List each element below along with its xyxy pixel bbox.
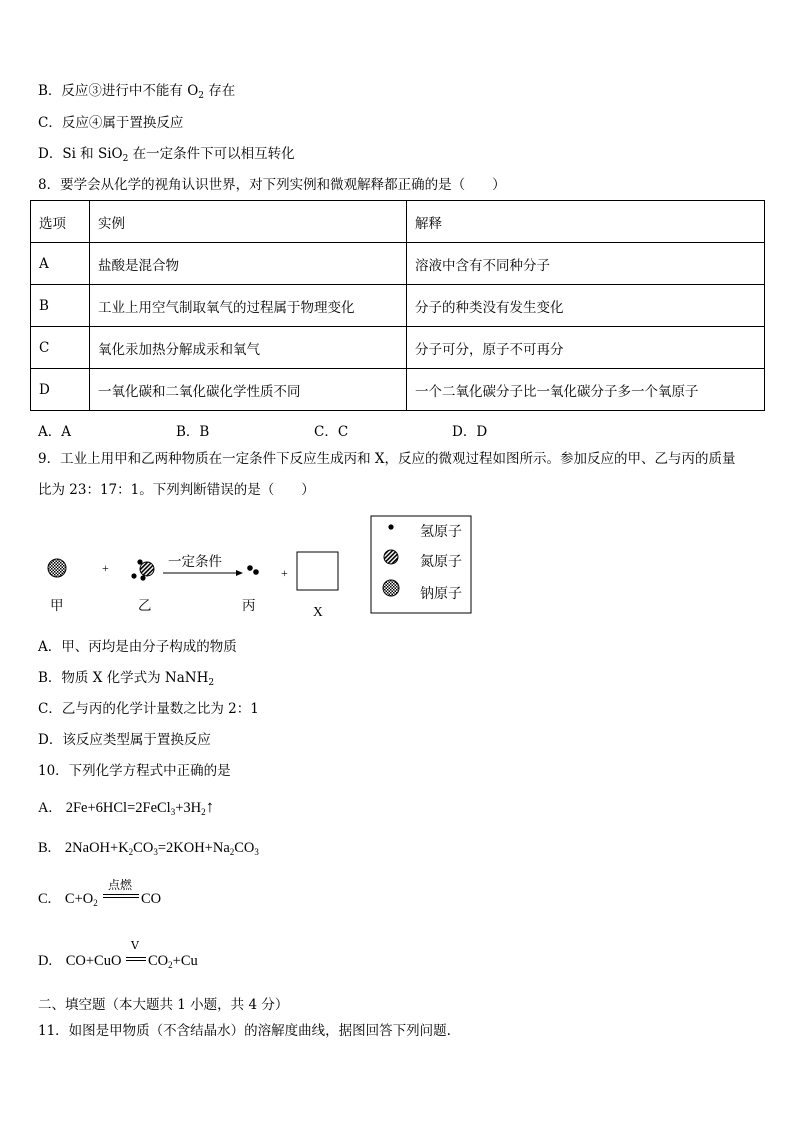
label-x: X bbox=[313, 604, 323, 619]
header-cell: 解释 bbox=[407, 201, 765, 243]
q9-option-d: D．该反应类型属于置换反应 bbox=[38, 732, 211, 748]
q7-option-d: D．Si 和 SiO$_2$ 在一定条件下可以相互转化 bbox=[38, 146, 295, 164]
hydrogen-molecule-icon bbox=[247, 565, 259, 575]
q9-option-c: C．乙与丙的化学计量数之比为 2：1 bbox=[38, 701, 259, 717]
double-line-top bbox=[126, 957, 146, 958]
q8-option-d: D．D bbox=[452, 424, 488, 440]
legend bbox=[371, 516, 471, 613]
legend-sodium: 钠原子 bbox=[420, 586, 462, 602]
ammonia-molecule-icon bbox=[131, 559, 154, 580]
nitrogen-atom-icon bbox=[384, 550, 398, 564]
label-yi: 乙 bbox=[138, 598, 152, 614]
q8-option-c: C．C bbox=[314, 424, 349, 440]
table-row bbox=[31, 369, 765, 411]
reaction-diagram bbox=[0, 505, 794, 625]
label-jia: 甲 bbox=[50, 598, 64, 614]
option-label: C. bbox=[38, 891, 52, 907]
table-cell: 工业上用空气制取氧气的过程属于物理变化 bbox=[90, 285, 407, 327]
plus-sign: + bbox=[102, 561, 109, 575]
q11-stem: 11．如图是甲物质（不含结晶水）的溶解度曲线，据图回答下列问题. bbox=[38, 1023, 451, 1039]
table-cell: 分子的种类没有发生变化 bbox=[407, 285, 765, 327]
plus-sign: + bbox=[281, 566, 288, 580]
q10-option-d: D. CO+CuO bbox=[38, 953, 122, 969]
unknown-product-box bbox=[297, 552, 338, 590]
q9-stem-line2: 比为 23：17：1。下列判断错误的是（ ） bbox=[38, 482, 315, 498]
table-cell: 分子可分，原子不可再分 bbox=[407, 327, 765, 369]
q8-table bbox=[30, 200, 765, 411]
q8-option-b: B．B bbox=[176, 424, 210, 440]
q7-option-c: C．反应④属于置换反应 bbox=[38, 115, 184, 131]
double-line-top bbox=[103, 894, 139, 895]
q10-d-right: $CO_2+Cu$ bbox=[148, 953, 198, 970]
table-cell: C bbox=[31, 327, 90, 369]
table-cell: A bbox=[31, 243, 90, 285]
q9-stem-line1: 9．工业上用甲和乙两种物质在一定条件下反应生成丙和 X，反应的微观过程如图所示。参加反应的甲、乙与丙的质量 bbox=[38, 451, 736, 467]
legend-hydrogen: 氢原子 bbox=[420, 524, 462, 540]
q8-option-a: A．A bbox=[38, 424, 71, 440]
q10-c-right: CO bbox=[141, 891, 162, 907]
legend-nitrogen: 氮原子 bbox=[420, 554, 462, 570]
table-row bbox=[31, 327, 765, 369]
option-label: D. bbox=[38, 953, 53, 969]
table-row bbox=[31, 243, 765, 285]
sodium-atom-icon bbox=[383, 580, 399, 596]
arrow-head-icon bbox=[236, 570, 243, 576]
q10-option-a: A. $2Fe+6HCl=2FeCl_3+3H_2↑$ bbox=[38, 797, 215, 817]
q9-option-b: B．物质 X 化学式为 NaNH$_2$ bbox=[38, 670, 215, 688]
q7-option-b: B．反应③进行中不能有 $O_2$ 存在 bbox=[38, 83, 236, 101]
table-cell: 一氧化碳和二氧化碳化学性质不同 bbox=[90, 369, 407, 411]
option-label: A. bbox=[38, 800, 53, 816]
option-label: B. bbox=[38, 840, 52, 856]
double-line-bottom bbox=[103, 897, 139, 898]
sodium-atom-icon bbox=[48, 559, 66, 577]
label-bing: 丙 bbox=[242, 598, 256, 614]
table-cell: 氧化汞加热分解成汞和氧气 bbox=[90, 327, 407, 369]
table-cell: B bbox=[31, 285, 90, 327]
table-cell: D bbox=[31, 369, 90, 411]
q10-c-condition: 点燃 bbox=[108, 878, 133, 892]
up-arrow-icon: ↑ bbox=[205, 797, 215, 816]
table-header-row bbox=[31, 201, 765, 243]
header-cell: 实例 bbox=[90, 201, 407, 243]
q9-option-a: A．甲、丙均是由分子构成的物质 bbox=[38, 639, 237, 655]
q10-option-c: C. $C+O_2$ bbox=[38, 891, 98, 908]
table-row bbox=[31, 285, 765, 327]
header-cell: 选项 bbox=[31, 201, 90, 243]
double-line-bottom bbox=[126, 960, 146, 961]
q10-stem: 10．下列化学方程式中正确的是 bbox=[38, 763, 231, 779]
q8-stem: 8．要学会从化学的视角认识世界，对下列实例和微观解释都正确的是（ ） bbox=[38, 177, 506, 193]
q10-d-condition: V bbox=[131, 939, 139, 952]
table-cell: 一个二氧化碳分子比一氧化碳分子多一个氧原子 bbox=[407, 369, 765, 411]
q10-option-b: B. $2NaOH+K_2CO_3=2KOH+Na_2CO_3$ bbox=[38, 840, 259, 857]
table-cell: 溶液中含有不同种分子 bbox=[407, 243, 765, 285]
hydrogen-atom-icon bbox=[388, 524, 393, 529]
section-title: 二、填空题（本大题共 1 小题，共 4 分） bbox=[38, 997, 289, 1013]
table-cell: 盐酸是混合物 bbox=[90, 243, 407, 285]
reaction-condition: 一定条件 bbox=[168, 554, 222, 570]
